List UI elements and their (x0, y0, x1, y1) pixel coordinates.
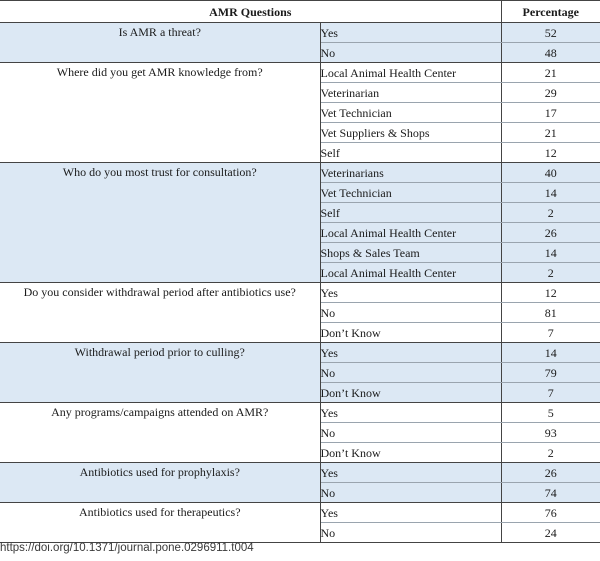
question-group (0, 23, 600, 63)
answer-cell: Vet Technician (320, 103, 501, 123)
percentage-cell: 2 (501, 203, 600, 223)
table-row (0, 463, 600, 483)
percentage-cell: 48 (501, 43, 600, 63)
table-row (0, 63, 600, 83)
table-row (0, 23, 600, 43)
percentage-cell: 17 (501, 103, 600, 123)
question-cell: Who do you most trust for consultation? (0, 163, 320, 283)
percentage-cell: 93 (501, 423, 600, 443)
answer-cell: Yes (320, 503, 501, 523)
question-group (0, 163, 600, 283)
percentage-cell: 40 (501, 163, 600, 183)
question-cell: Antibiotics used for prophylaxis? (0, 463, 320, 503)
answer-cell: No (320, 523, 501, 543)
percentage-cell: 29 (501, 83, 600, 103)
question-group (0, 403, 600, 463)
answer-cell: Vet Suppliers & Shops (320, 123, 501, 143)
question-cell: Is AMR a threat? (0, 23, 320, 63)
answer-cell: No (320, 423, 501, 443)
table-header (0, 1, 600, 23)
percentage-cell: 81 (501, 303, 600, 323)
percentage-cell: 12 (501, 143, 600, 163)
table-row (0, 403, 600, 423)
question-group (0, 503, 600, 543)
percentage-cell: 21 (501, 63, 600, 83)
percentage-cell: 14 (501, 243, 600, 263)
answer-cell: Shops & Sales Team (320, 243, 501, 263)
percentage-cell: 12 (501, 283, 600, 303)
percentage-cell: 14 (501, 183, 600, 203)
table-row (0, 163, 600, 183)
answer-cell: Self (320, 143, 501, 163)
percentage-cell: 76 (501, 503, 600, 523)
percentage-cell: 2 (501, 443, 600, 463)
question-cell: Withdrawal period prior to culling? (0, 343, 320, 403)
answer-cell: No (320, 363, 501, 383)
answer-cell: Self (320, 203, 501, 223)
answer-cell: No (320, 483, 501, 503)
percentage-cell: 7 (501, 383, 600, 403)
header-percentage: Percentage (501, 1, 600, 23)
table-row (0, 283, 600, 303)
doi-link[interactable]: https://doi.org/10.1371/journal.pone.0296911.t004 (0, 542, 254, 554)
answer-cell: Yes (320, 23, 501, 43)
question-group (0, 283, 600, 343)
percentage-cell: 79 (501, 363, 600, 383)
percentage-cell: 24 (501, 523, 600, 543)
percentage-cell: 21 (501, 123, 600, 143)
answer-cell: Veterinarian (320, 83, 501, 103)
question-group (0, 63, 600, 163)
percentage-cell: 2 (501, 263, 600, 283)
answer-cell: Local Animal Health Center (320, 63, 501, 83)
answer-cell: Don’t Know (320, 443, 501, 463)
table-row (0, 343, 600, 363)
percentage-cell: 14 (501, 343, 600, 363)
header-amr-questions: AMR Questions (0, 1, 501, 23)
percentage-cell: 5 (501, 403, 600, 423)
answer-cell: Yes (320, 463, 501, 483)
answer-cell: Yes (320, 343, 501, 363)
answer-cell: No (320, 303, 501, 323)
question-group (0, 463, 600, 503)
question-group (0, 343, 600, 403)
answer-cell: Yes (320, 403, 501, 423)
percentage-cell: 26 (501, 463, 600, 483)
percentage-cell: 7 (501, 323, 600, 343)
question-cell: Where did you get AMR knowledge from? (0, 63, 320, 163)
percentage-cell: 26 (501, 223, 600, 243)
table-row (0, 503, 600, 523)
answer-cell: Veterinarians (320, 163, 501, 183)
header-row (0, 1, 600, 23)
question-cell: Any programs/campaigns attended on AMR? (0, 403, 320, 463)
percentage-cell: 52 (501, 23, 600, 43)
question-cell: Antibiotics used for therapeutics? (0, 503, 320, 543)
answer-cell: Don’t Know (320, 323, 501, 343)
answer-cell: Vet Technician (320, 183, 501, 203)
answer-cell: Don’t Know (320, 383, 501, 403)
answer-cell: Yes (320, 283, 501, 303)
answer-cell: Local Animal Health Center (320, 223, 501, 243)
percentage-cell: 74 (501, 483, 600, 503)
answer-cell: No (320, 43, 501, 63)
question-cell: Do you consider withdrawal period after antibiotics use? (0, 283, 320, 343)
answer-cell: Local Animal Health Center (320, 263, 501, 283)
